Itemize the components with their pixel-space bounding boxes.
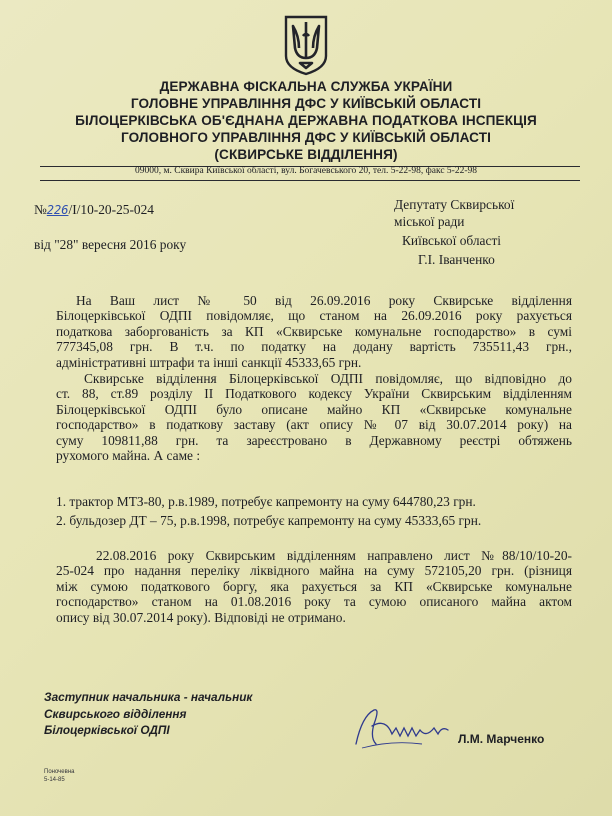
paragraph-3-line: між сумою податкового боргу, яка рахується за КП «Сквирське комунальне <box>56 578 572 594</box>
handwritten-signature <box>352 704 452 754</box>
paragraph-2-line: Сквирське відділення Білоцерківської ОДПІ повідомляє, що відповідно до <box>84 371 572 386</box>
org-line-5: (СКВИРСЬКЕ ВІДДІЛЕННЯ) <box>214 147 398 162</box>
letter-date: від "28" вересня 2016 року <box>34 237 187 252</box>
executor-phone: 5-14-85 <box>44 777 65 783</box>
header-rule-bottom <box>40 180 580 181</box>
paragraph-3-line: господарство» станом на 01.08.2016 року та сумою описаного майна актом <box>56 594 572 610</box>
list-item: 1. трактор МТЗ-80, р.в.1989, потребує капремонту на суму 644780,23 грн. <box>56 494 476 509</box>
signatory-title-line: Білоцерківської ОДПІ <box>44 723 170 737</box>
handwritten-number: 226 <box>46 203 69 217</box>
trident-emblem-icon <box>283 14 329 76</box>
paragraph-2 <box>56 371 572 463</box>
org-address: 09000, м. Сквира Київської області, вул. Богачевського 20, тел. 5-22-98, факс 5-22-98 <box>134 166 478 176</box>
paragraph-2-line: Білоцерківської ОДПІ було описане майно КП «Сквирське комунальне <box>56 401 572 417</box>
signatory-title-line: Заступник начальника - начальник <box>44 690 253 704</box>
list-item: 2. бульдозер ДТ – 75, р.в.1998, потребує капремонту на суму 45333,65 грн. <box>56 513 482 528</box>
paragraph-3-line: 25-024 про надання переліку ліквідного майна на суму 572105,20 грн. (різниця <box>56 563 572 579</box>
org-line-4: ГОЛОВНОГО УПРАВЛІННЯ ДФС У КИЇВСЬКІЙ ОБЛАСТІ <box>120 130 492 145</box>
number-sign: № <box>34 202 47 217</box>
recipient-line-1: Депутату Сквирської <box>394 197 515 212</box>
signatory-name: Л.М. Марченко <box>458 732 545 746</box>
paragraph-2-line: суму 109811,88 грн. та зареєстровано в Державному реєстрі обтяжень <box>56 432 572 448</box>
paragraph-1-line: 777345,08 грн. В т.ч. по податку на додану вартість 735511,43 грн., <box>56 339 572 355</box>
paragraph-2-line: рухомого майна. А саме : <box>56 448 201 464</box>
paragraph-3-line: 22.08.2016 року Сквирським відділенням направлено лист №88/10/10-20- <box>96 548 572 563</box>
paragraph-3 <box>56 548 572 625</box>
paragraph-1-line: адміністративні штрафи та інші санкції 45333,65 грн. <box>56 354 362 370</box>
paragraph-1-line: податкова заборгованість за КП «Сквирське комунальне господарство» в сумі <box>56 323 572 339</box>
paragraph-1-line: Білоцерківської ОДПІ повідомляє, що станом на 26.09.2016 року рахується <box>56 308 572 324</box>
executor-info <box>44 768 74 784</box>
recipient-line-4: Г.І. Іванченко <box>418 252 495 267</box>
paragraph-2-line: господарство» в податкову заставу (акт опису № 07 від 30.07.2014 року) на <box>56 417 572 433</box>
recipient-line-2: міської ради <box>394 214 465 229</box>
paragraph-1-line: На Ваш лист № 50 від 26.09.2016 року Сквирське відділення <box>76 293 572 308</box>
executor-name: Поночевна <box>44 769 75 775</box>
org-line-1: ДЕРЖАВНА ФІСКАЛЬНА СЛУЖБА УКРАЇНИ <box>159 79 453 94</box>
paragraph-2-line: ст. 88, ст.89 розділу ІІ Податкового кодексу України Сквирським відділенням <box>56 386 572 402</box>
outgoing-number <box>34 202 154 218</box>
paragraph-3-line: опису від 30.07.2014 року). Відповіді не отримано. <box>56 609 346 625</box>
paragraph-1 <box>56 293 572 370</box>
number-suffix: /І/10-20-25-024 <box>68 202 155 217</box>
signatory-title-line: Сквирського відділення <box>44 706 187 721</box>
org-line-3: БІЛОЦЕРКІВСЬКА ОБ'ЄДНАНА ДЕРЖАВНА ПОДАТКОВА ІНСПЕКЦІЯ <box>75 113 537 128</box>
org-line-2: ГОЛОВНЕ УПРАВЛІННЯ ДФС У КИЇВСЬКІЙ ОБЛАСТІ <box>130 96 482 111</box>
signatory-title <box>44 689 252 739</box>
recipient-line-3: Київської області <box>402 233 502 248</box>
